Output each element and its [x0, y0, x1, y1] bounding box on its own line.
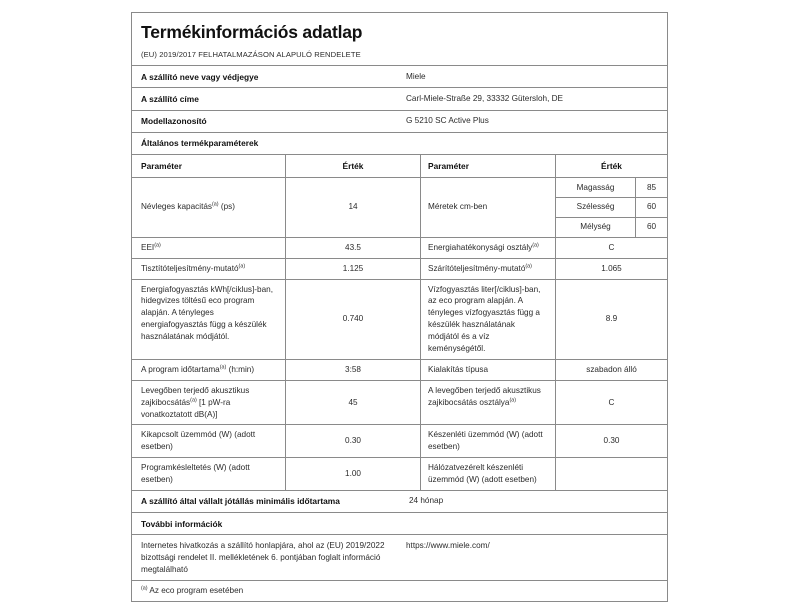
value-energy-consumption [285, 280, 420, 359]
value-program-duration [285, 360, 420, 380]
website-link-label: Internetes hivatkozás a szállító honlapjára, ahol az (EU) 2019/2022 bizottsági rendelet II. mellékletének 6. pontjában foglalt információ megtalálható [141, 540, 385, 574]
footnote-marker: (a) [190, 396, 197, 403]
param-energy-consumption: Energiafogyasztás kWh[/ciklus]-ban, hidegvizes töltésű eco program alapján. A tényleges energiafogyasztás függ a készülék használatának módjától. [141, 284, 273, 342]
supplier-name-label: A szállító neve vagy védjegye [141, 71, 259, 82]
param-eei [132, 238, 285, 258]
model-label: Modellazonosító [141, 116, 207, 126]
supplier-name-value: Miele [406, 71, 426, 81]
header-param-right: Paraméter [420, 155, 555, 177]
value-networked-standby [555, 458, 667, 490]
warranty-label: A szállító által vállalt jótállás minimális időtartama [141, 496, 340, 507]
regulation-text: (EU) 2019/2017 FELHATALMAZÁSON ALAPULÓ RENDELETE [141, 50, 361, 60]
more-info-section-title: További információk [141, 518, 223, 529]
warranty-value: 24 hónap [409, 496, 444, 506]
param-drying-index [420, 259, 555, 279]
dimension-value: 60 [635, 218, 667, 237]
dimension-value: 60 [635, 198, 667, 217]
param-off-mode: Kikapcsolt üzemmód (W) (adott esetben) [141, 430, 256, 452]
dimension-row-depth [556, 218, 667, 237]
supplier-address-label: A szállító címe [141, 93, 199, 104]
value-energy-class: C [555, 238, 667, 258]
table-row [132, 425, 667, 458]
param-noise-emission [132, 381, 285, 425]
model-value: G 5210 SC Active Plus [406, 116, 489, 125]
value-text: 8.9 [605, 314, 618, 324]
dimension-row-height [556, 178, 667, 198]
value-nominal-capacity [285, 178, 420, 237]
param-energy-class [420, 238, 555, 258]
page-title: Termékinformációs adatlap [141, 22, 363, 42]
value-text: 14 [348, 202, 358, 212]
table-row [132, 360, 667, 381]
value-eei: 43.5 [285, 238, 420, 258]
model-row [132, 111, 667, 133]
regulation-row [132, 44, 667, 66]
value-drying-index: 1.065 [555, 259, 667, 279]
param-nominal-capacity [132, 178, 285, 237]
general-section-title: Általános termékparaméterek [141, 138, 259, 149]
param-label-text: A levegőben terjedő akusztikus zajkibocsátás osztálya [428, 385, 541, 407]
dimension-name: Magasság [576, 182, 615, 192]
value-text: C [608, 397, 615, 407]
param-noise-class [420, 381, 555, 425]
value-cleaning-index: 1.125 [285, 259, 420, 279]
title-row [132, 13, 667, 44]
param-label-text: Levegőben terjedő akusztikus zajkibocsátás [141, 385, 250, 407]
param-networked-standby: Hálózatvezérelt készenléti üzemmód (W) (adott esetben) [420, 458, 555, 490]
table-row [132, 381, 667, 426]
param-label-text: Méretek cm-ben [428, 202, 488, 212]
value-delay-start [285, 458, 420, 490]
param-delay-start: Programkésleltetés (W) (adott esetben) [141, 463, 250, 485]
supplier-address-row [132, 88, 667, 110]
header-value-right: Érték [555, 155, 667, 177]
general-section-row [132, 133, 667, 155]
dimension-value: 85 [635, 178, 667, 197]
value-text: 0.30 [603, 436, 620, 446]
table-row [132, 280, 667, 360]
footnote-body: Az eco program esetében [147, 586, 244, 596]
table-row [132, 259, 667, 280]
value-installation-type [555, 360, 667, 380]
product-information-sheet [131, 12, 668, 602]
footnote-marker: (a) [212, 201, 219, 208]
param-label-text: Szárítóteljesítmény-mutató [428, 263, 526, 273]
param-installation-type: Kialakítás típusa [420, 360, 555, 380]
param-label-text: Tisztítóteljesítmény-mutató [141, 263, 239, 273]
param-label-tail: (h:min) [226, 364, 255, 374]
supplier-name-row [132, 66, 667, 88]
value-text: 0.30 [345, 436, 361, 446]
footnote-text [132, 581, 667, 601]
param-label-text: Energiahatékonysági osztály [428, 242, 533, 252]
value-noise-class [555, 381, 667, 425]
param-dimensions [420, 178, 555, 237]
footnote-marker: (a) [509, 396, 517, 403]
value-standby-mode [555, 425, 667, 457]
dimension-name: Mélység [580, 222, 611, 232]
parameter-table-header [132, 155, 667, 178]
param-label-tail: [1 pW-ra vonatkoztatott dB(A)] [141, 397, 231, 419]
website-link-value[interactable]: https://www.miele.com/ [406, 540, 490, 550]
dimension-row-width [556, 198, 667, 218]
value-off-mode [285, 425, 420, 457]
param-label-tail: (ps) [218, 202, 235, 212]
param-label-text: EEI [141, 242, 155, 252]
footnote-marker: (a) [525, 262, 532, 269]
table-row [132, 238, 667, 259]
value-text: 3:58 [345, 364, 361, 374]
dimension-name: Szélesség [576, 202, 615, 212]
param-label-text: Névleges kapacitás [141, 202, 212, 212]
value-text: 0.740 [342, 314, 364, 324]
value-noise-emission [285, 381, 420, 425]
param-cleaning-index [132, 259, 285, 279]
more-info-section-row [132, 513, 667, 535]
value-water-consumption [555, 280, 667, 359]
value-text: 1.00 [345, 469, 361, 479]
footnote-marker: (a) [154, 242, 161, 248]
param-water-consumption: Vízfogyasztás liter[/ciklus]-ban, az eco program alapján. A tényleges vízfogyasztás függ a készülék használatának módjától és a víz keménységétől. [420, 280, 555, 359]
value-text: szabadon álló [586, 364, 637, 374]
dimensions-subtable [555, 178, 667, 237]
header-param-left: Paraméter [141, 160, 182, 171]
supplier-address-value: Carl-Miele-Straße 29, 33332 Gütersloh, DE [406, 93, 563, 103]
title-cell [132, 13, 667, 44]
footnote-marker: (a) [238, 262, 246, 269]
footnote-marker: (a) [141, 585, 148, 592]
footnote-marker: (a) [219, 364, 227, 371]
warranty-row [132, 491, 667, 513]
website-link-row [132, 535, 667, 581]
footnote-marker: (a) [532, 242, 539, 248]
param-standby-mode: Készenléti üzemmód (W) (adott esetben) [420, 425, 555, 457]
table-row [132, 178, 667, 238]
table-row [132, 458, 667, 491]
value-text: 45 [348, 397, 358, 407]
header-value-left: Érték [285, 155, 420, 177]
param-label-text: A program időtartama [141, 364, 220, 374]
footnote-row [132, 581, 667, 601]
param-program-duration [132, 360, 285, 380]
